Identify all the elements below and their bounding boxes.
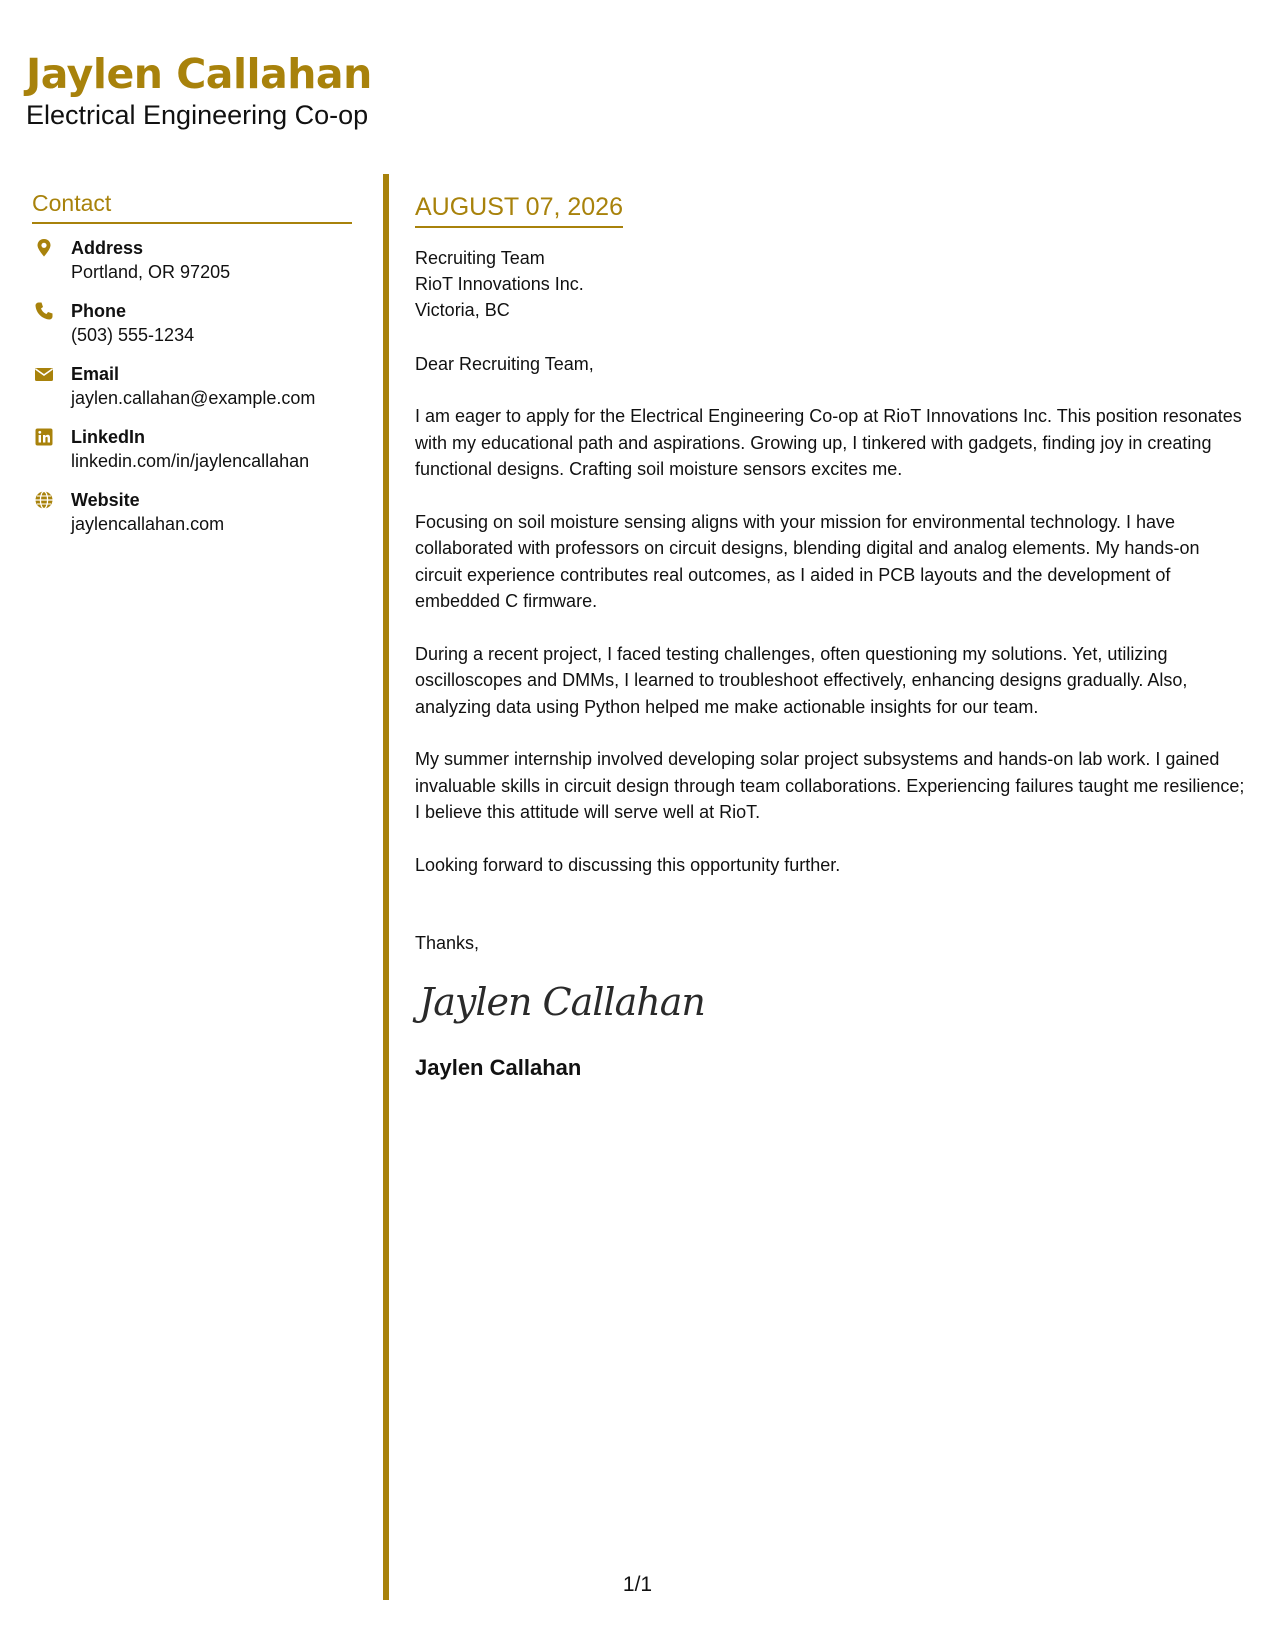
contact-value: (503) 555-1234 xyxy=(71,325,195,345)
linkedin-icon xyxy=(34,427,54,447)
column-divider xyxy=(383,174,389,1600)
contact-value: jaylencallahan.com xyxy=(71,514,225,534)
contact-item-address xyxy=(32,236,352,299)
contact-label: LinkedIn xyxy=(71,427,146,447)
contact-item-phone xyxy=(32,299,352,362)
contact-label: Phone xyxy=(71,301,127,321)
letter-paragraph: I am eager to apply for the Electrical Engineering Co-op at RioT Innovations Inc. This position resonates with my educational path and aspirations. Growing up, I tinkered with gadgets, finding joy in creating functional designs. Crafting soil moisture sensors excites me. xyxy=(415,406,1242,479)
email-icon xyxy=(34,364,54,384)
handwritten-signature: Jaylen Callahan xyxy=(419,980,705,1024)
contact-value: Portland, OR 97205 xyxy=(71,262,231,282)
globe-icon xyxy=(34,490,54,510)
applicant-headline: Electrical Engineering Co-op xyxy=(26,100,369,130)
contact-label: Website xyxy=(71,490,140,510)
contact-sidebar xyxy=(32,188,352,551)
salutation: Dear Recruiting Team, xyxy=(415,354,594,374)
map-pin-icon xyxy=(34,238,54,258)
letter-date: AUGUST 07, 2026 xyxy=(415,190,623,228)
page-header xyxy=(26,48,372,132)
contact-label: Address xyxy=(71,238,144,258)
recipient-line: RioT Innovations Inc. xyxy=(415,274,584,294)
contact-value: linkedin.com/in/jaylencallahan xyxy=(71,451,310,471)
letter-paragraph: During a recent project, I faced testing challenges, often questioning my solutions. Yet, utilizing oscilloscopes and DMMs, I learned to troubleshoot effectively, enhancing designs gradually. Also, analyzing data using Python helped me make actionable insights for our team. xyxy=(415,643,1188,717)
page-number xyxy=(0,1572,1275,1598)
contact-item-website xyxy=(32,488,352,551)
letter-paragraph: My summer internship involved developing solar project subsystems and hands-on lab work. I gained invaluable skills in circuit design through team collaborations. Experiencing failures taught me resilience; I believe this attitude will serve well at RioT. xyxy=(415,749,1245,822)
contact-value: jaylen.callahan@example.com xyxy=(71,388,316,408)
page-number-text: 1/1 xyxy=(622,1573,653,1596)
letter-paragraph: Focusing on soil moisture sensing aligns with your mission for environmental technology. I have collaborated with professors on circuit designs, blending digital and analog elements. My hands-on circuit experience contributes real outcomes, as I aided in PCB layouts and the development of embedded C firmware. xyxy=(415,511,1200,611)
contact-item-linkedin xyxy=(32,425,352,488)
applicant-name: Jaylen Callahan xyxy=(26,50,372,98)
contact-label: Email xyxy=(71,364,120,384)
recipient-line: Recruiting Team xyxy=(415,248,545,268)
recipient-block xyxy=(415,245,1245,323)
contact-heading: Contact xyxy=(32,188,352,224)
signer-name: Jaylen Callahan xyxy=(415,1055,582,1080)
phone-icon xyxy=(34,301,54,321)
letter-paragraph: Looking forward to discussing this opportunity further. xyxy=(415,854,841,875)
contact-item-email xyxy=(32,362,352,425)
closing: Thanks, xyxy=(415,933,480,953)
letter-body xyxy=(415,190,1245,1082)
recipient-line: Victoria, BC xyxy=(415,300,510,320)
